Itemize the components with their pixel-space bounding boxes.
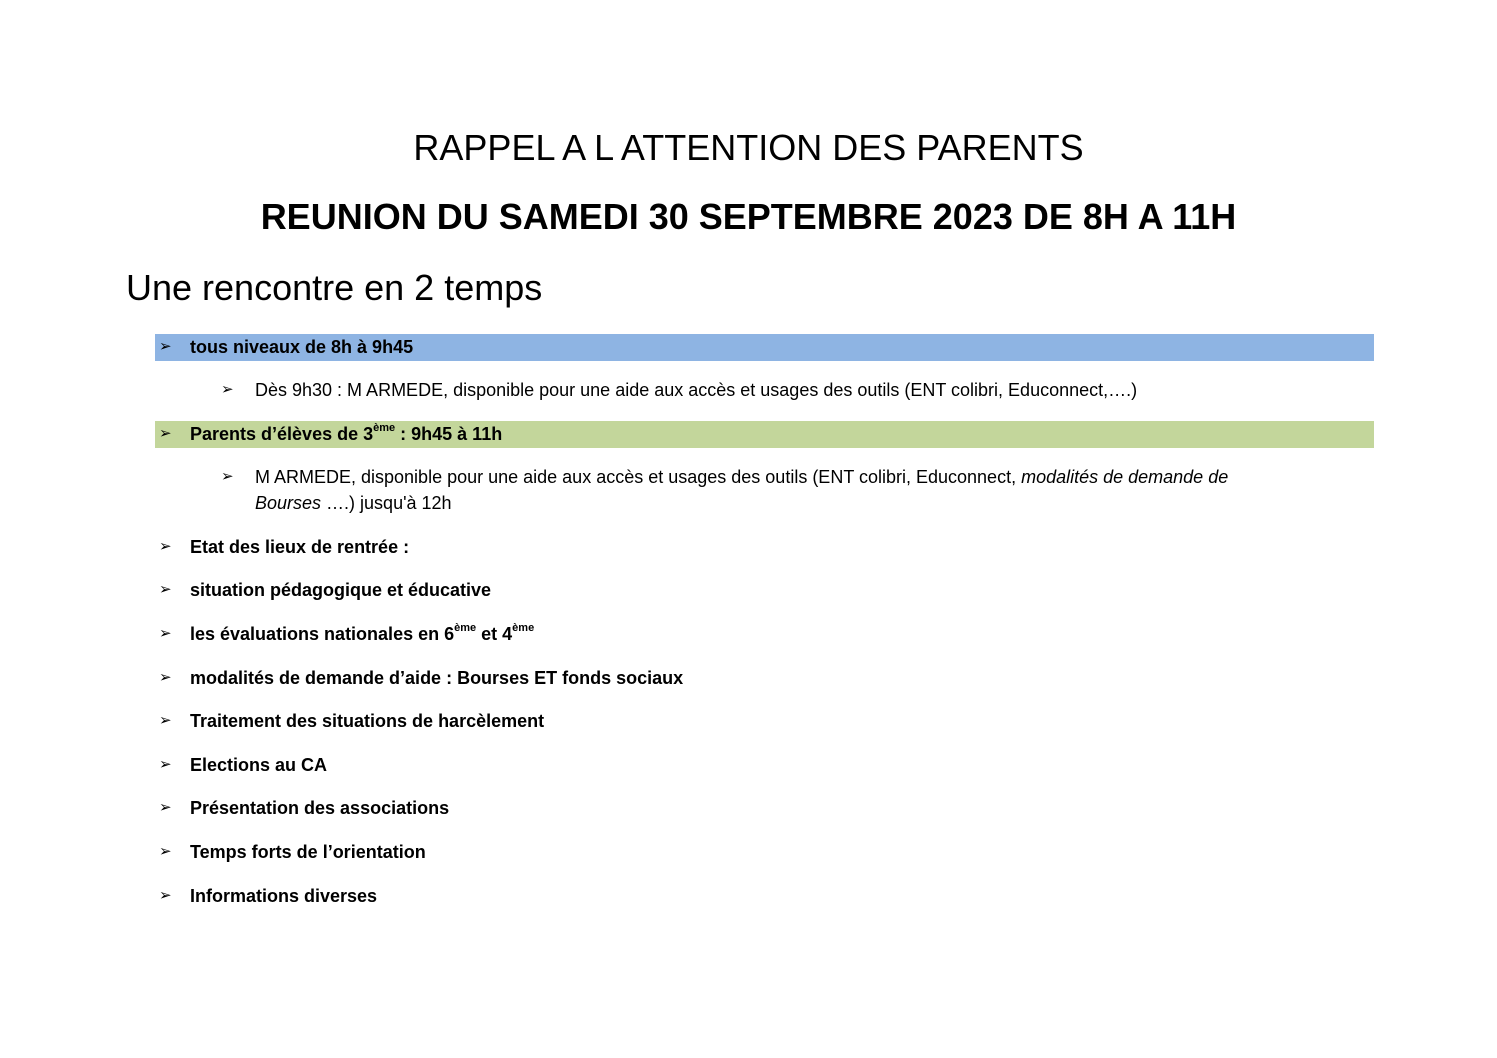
arrow-bullet-icon: ➢ bbox=[159, 538, 172, 555]
arrow-bullet-icon: ➢ bbox=[159, 799, 172, 816]
section-heading: Une rencontre en 2 temps bbox=[126, 267, 543, 308]
session2-subitem-text: M ARMEDE, disponible pour une aide aux accès et usages des outils (ENT colibri, Educonnect, modalités de demande de Bourses ….) jusqu'à 12h bbox=[255, 467, 1229, 513]
arrow-bullet-icon: ➢ bbox=[159, 581, 172, 598]
session1-subitem-text: Dès 9h30 : M ARMEDE, disponible pour une aide aux accès et usages des outils (ENT colibri, Educonnect,….) bbox=[255, 380, 1138, 400]
document-title: RAPPEL A L ATTENTION DES PARENTS bbox=[413, 127, 1084, 168]
arrow-bullet-icon: ➢ bbox=[159, 669, 172, 686]
arrow-bullet-icon: ➢ bbox=[159, 843, 172, 860]
meeting-title: REUNION DU SAMEDI 30 SEPTEMBRE 2023 DE 8H A 11H bbox=[260, 196, 1237, 237]
session2-label: Parents d’élèves de 3ème : 9h45 à 11h bbox=[190, 422, 503, 444]
arrow-bullet-icon: ➢ bbox=[221, 468, 234, 485]
session1-label: tous niveaux de 8h à 9h45 bbox=[190, 337, 414, 357]
arrow-bullet-icon: ➢ bbox=[159, 887, 172, 904]
arrow-bullet-icon: ➢ bbox=[221, 381, 234, 398]
arrow-bullet-icon: ➢ bbox=[159, 756, 172, 773]
arrow-bullet-icon: ➢ bbox=[159, 425, 172, 442]
arrow-bullet-icon: ➢ bbox=[159, 625, 172, 642]
arrow-bullet-icon: ➢ bbox=[159, 338, 172, 355]
arrow-bullet-icon: ➢ bbox=[159, 712, 172, 729]
